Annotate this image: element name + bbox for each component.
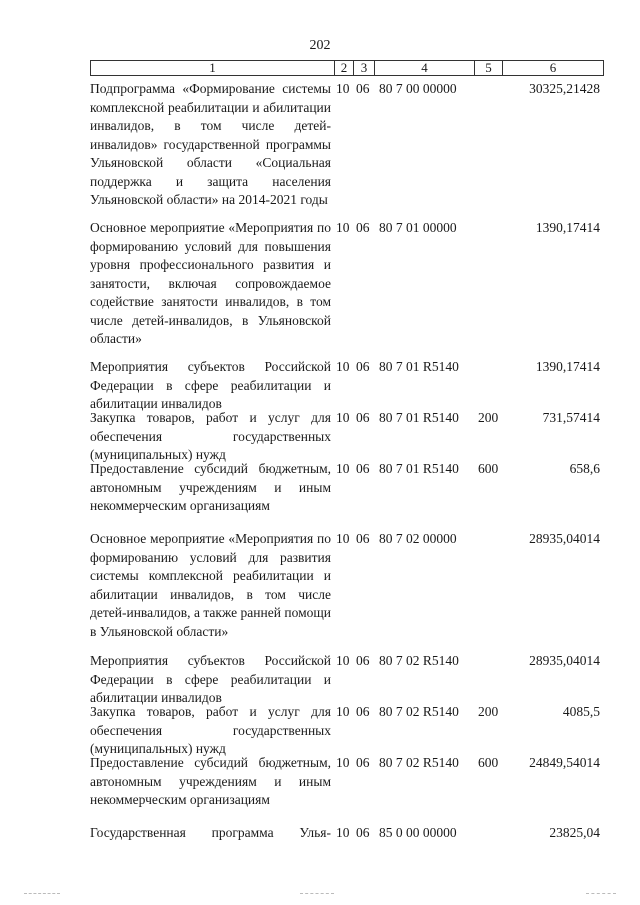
row-subsection: 06 [356, 359, 370, 374]
row-section: 10 [336, 461, 350, 476]
scan-edge-marks [0, 893, 640, 905]
row-amount: 4085,5 [562, 704, 600, 719]
row-target-code: 80 7 01 R5140 [379, 410, 459, 425]
header-col-6: 6 [549, 60, 557, 75]
row-subsection: 06 [356, 755, 370, 770]
row-name: Мероприятия субъектов Российской Федерации в сфере реабилитации и абилитации инвалидов [90, 653, 331, 705]
row-section: 10 [336, 531, 350, 546]
row-target-code: 80 7 02 R5140 [379, 653, 459, 668]
row-expense-type: 200 [478, 410, 499, 425]
row-section: 10 [336, 359, 350, 374]
row-target-code: 80 7 00 00000 [379, 81, 457, 96]
row-name: Основное мероприятие «Мероприятия по формированию условий для повышения уровня профессионального развития и занятости, включая сопровождаемое содействие занятости инвалидов, в том числе детей-инвалидов, в Ульяновской области» [90, 220, 331, 346]
table-header [90, 60, 604, 76]
row-target-code: 80 7 01 R5140 [379, 461, 459, 476]
row-amount: 30325,21428 [529, 81, 600, 96]
scan-mark [300, 893, 334, 894]
row-amount: 1390,17414 [535, 220, 600, 235]
row-target-code: 85 0 00 00000 [379, 825, 457, 840]
row-amount: 24849,54014 [529, 755, 600, 770]
row-section: 10 [336, 704, 350, 719]
row-target-code: 80 7 01 R5140 [379, 359, 459, 374]
row-subsection: 06 [356, 220, 370, 235]
row-subsection: 06 [356, 531, 370, 546]
row-name: Предоставление субсидий бюджетным, автономным учреждениям и иным некоммерческим организациям [90, 755, 331, 807]
row-expense-type: 200 [478, 704, 499, 719]
row-amount: 23825,04 [549, 825, 600, 840]
header-col-5: 5 [475, 61, 503, 75]
row-amount: 1390,17414 [535, 359, 600, 374]
row-expense-type: 600 [478, 755, 499, 770]
row-section: 10 [336, 410, 350, 425]
row-target-code: 80 7 01 00000 [379, 220, 457, 235]
row-subsection: 06 [356, 653, 370, 668]
scan-mark [24, 893, 60, 894]
header-col-4: 4 [375, 61, 475, 75]
row-amount: 731,57414 [542, 410, 600, 425]
row-subsection: 06 [356, 461, 370, 476]
scan-mark [586, 893, 616, 894]
page-number: 202 [309, 38, 331, 53]
row-name: Основное мероприятие «Мероприятия по формированию условий для развития системы комплексной реабилитации и абилитации инвалидов, в том числе детей-инвалидов, а также ранней помощи в Ульяновской области» [90, 531, 331, 639]
row-subsection: 06 [356, 81, 370, 96]
row-name: Мероприятия субъектов Российской Федерации в сфере реабилитации и абилитации инвалидов [90, 359, 331, 411]
row-section: 10 [336, 81, 350, 96]
row-name: Закупка товаров, работ и услуг для обеспечения государственных (муниципальных) нужд [90, 410, 331, 462]
row-section: 10 [336, 825, 350, 840]
row-section: 10 [336, 653, 350, 668]
row-target-code: 80 7 02 R5140 [379, 755, 459, 770]
row-expense-type: 600 [478, 461, 499, 476]
row-name: Государственная программа Улья- [90, 825, 331, 840]
row-name: Предоставление субсидий бюджетным, автономным учреждениям и иным некоммерческим организациям [90, 461, 331, 513]
row-amount: 28935,04014 [529, 531, 600, 546]
row-subsection: 06 [356, 825, 370, 840]
row-target-code: 80 7 02 R5140 [379, 704, 459, 719]
header-col-3: 3 [354, 61, 375, 75]
row-section: 10 [336, 755, 350, 770]
row-name: Подпрограмма «Формирование системы комплексной реабилитации и абилитации инвалидов, в том числе детей-инвалидов» государственной программы Ульяновской области «Социальная поддержка и защита населения Ульяновской области» на 2014-2021 годы [90, 81, 331, 207]
row-subsection: 06 [356, 410, 370, 425]
header-col-2: 2 [335, 61, 354, 75]
row-target-code: 80 7 02 00000 [379, 531, 457, 546]
row-section: 10 [336, 220, 350, 235]
header-col-1: 1 [91, 61, 335, 75]
row-name: Закупка товаров, работ и услуг для обеспечения государственных (муниципальных) нужд [90, 704, 331, 756]
row-subsection: 06 [356, 704, 370, 719]
row-amount: 28935,04014 [529, 653, 600, 668]
row-amount: 658,6 [569, 461, 600, 476]
